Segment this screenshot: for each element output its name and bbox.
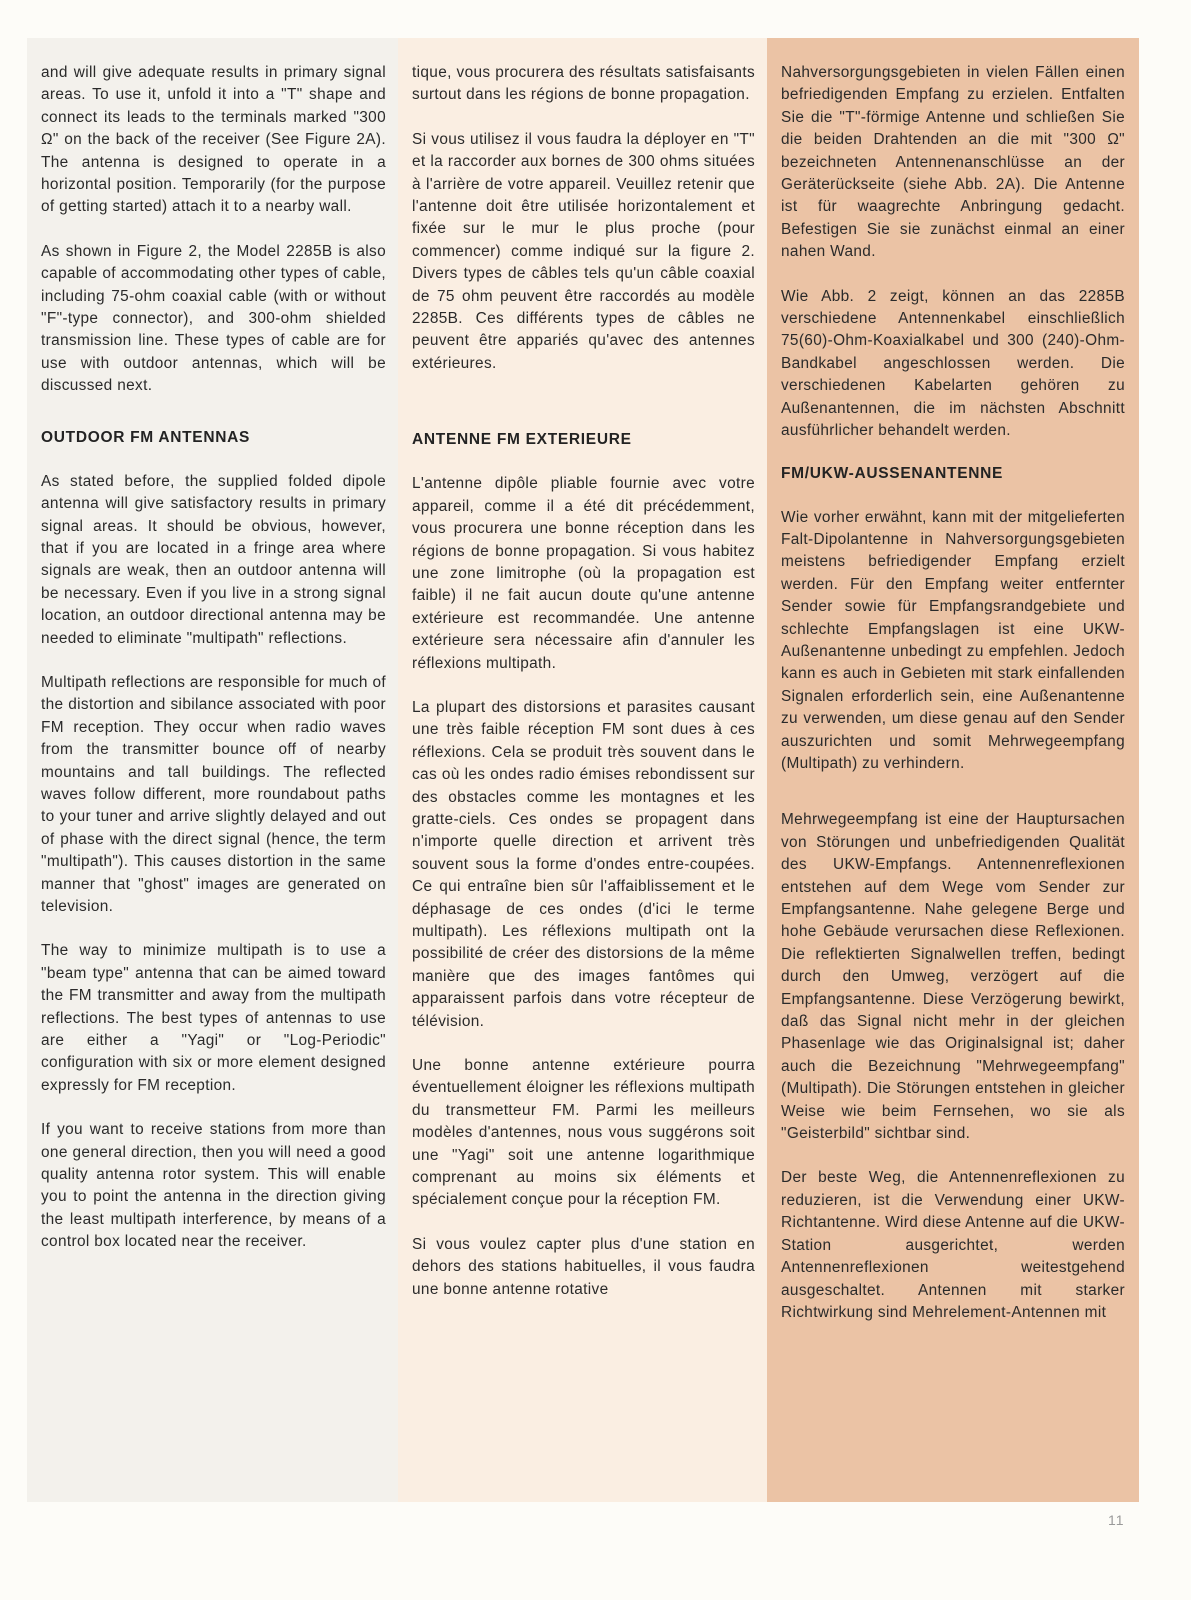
de-paragraph-1: Wie vorher erwähnt, kann mit der mitgelieferten Falt-Dipolantenne in Nahversorgungsgebieten meistens befriedigender Empfang erzielt werden. Für den Empfang weiter entfernter Sender sowie für Empfangsrandgebiete und schlechte Empfangslagen ist eine UKW-Außenantenne unbedingt zu empfehlen. Jedoch kann es auch in Gebieten mit stark einfallenden Signalen erforderlich sein, eine Außenantenne zu verwenden, um diese genau auf den Sender auszurichten und somit Mehrwegeempfang (Multipath) zu verhindern. (781, 508, 1125, 772)
fr-paragraph-intro-1: tique, vous procurera des résultats satisfaisants surtout dans les régions de bonne propagation. (412, 64, 755, 104)
german-column (767, 38, 1139, 1502)
de-section-heading: FM/UKW-AUSSENANTENNE (781, 464, 1004, 482)
en-section-heading: OUTDOOR FM ANTENNAS (41, 428, 251, 446)
fr-paragraph-1: L'antenne dipôle pliable fournie avec votre appareil, comme il a été dit précédemment, vous procurera une bonne réception dans les régions de bonne propagation. Si vous habitez une zone limitrophe (où la propagation est faible) il ne fait aucun doute qu'une antenne extérieure est recommandée. Une antenne extérieure sera nécessaire afin d'annuler les réflexions multipath. (412, 475, 755, 672)
de-paragraph-2: Mehrwegeempfang ist eine der Hauptursachen von Störungen und unbefriedigenden Qualität des UKW-Empfangs. Antennenreflexionen entstehen auf dem Wege vom Sender zur Empfangsantenne. Nahe gelegene Berge und hohe Gebäude verursachen diese Reflexionen. Die reflektierten Signalwellen treffen, bedingt durch den Umweg, verzögert auf die Empfangsantenne. Diese Verzögerung bewirkt, daß das Signal nicht mehr in der gleichen Phasenlage wie das Originalsignal ist; daher auch die Bezeichnung "Mehrwegeempfang" (Multipath). Die Störungen entstehen in gleicher Weise wie beim Fernsehen, wo sie als "Geisterbild" sichtbar sind. (781, 811, 1125, 1143)
english-column (27, 38, 400, 1502)
de-paragraph-intro-1: Nahversorgungsgebieten in vielen Fällen einen befriedigenden Empfang zu erzielen. Entfalten Sie die "T"-förmige Antenne und schließen Sie die beiden Drahtenden an die mit "300 Ω" bezeichneten Antennenanschlüsse an der Geräterückseite (siehe Abb. 2A). Die Antenne ist für waagrechte Anbringung gedacht. Befestigen Sie sie zunächst einmal an einer nahen Wand. (781, 64, 1125, 261)
en-paragraph-intro-2: As shown in Figure 2, the Model 2285B is also capable of accommodating other types of cable, including 75-ohm coaxial cable (with or without "F"-type connector), and 300-ohm shielded transmission line. These types of cable are for use with outdoor antennas, which will be discussed next. (41, 242, 386, 395)
page-number: 11 (1108, 1512, 1125, 1528)
de-paragraph-intro-2: Wie Abb. 2 zeigt, können an das 2285B verschiedene Antennenkabel einschließlich 75(60)-Ohm-Koaxialkabel und 300 (240)-Ohm-Bandkabel angeschlossen werden. Die verschiedenen Kabelarten gehören zu Außenantennen, die im nächsten Abschnitt ausführlicher behandelt werden. (781, 287, 1125, 440)
en-paragraph-intro-1: and will give adequate results in primary signal areas. To use it, unfold it into a "T" shape and connect its leads to the terminals marked "300 Ω" on the back of the receiver (See Figure 2A). The antenna is designed to operate in a horizontal position. Temporarily (for the purpose of getting started) attach it to a nearby wall. (41, 64, 386, 216)
fr-paragraph-3: Une bonne antenne extérieure pourra éventuellement éloigner les réflexions multipath du transmetteur FM. Parmi les meilleurs modèles d'antennes, nous vous suggérons soit une "Yagi" soit une antenne logarithmique comprenant au moins six éléments et spécialement conçue pour la réception FM. (412, 1057, 755, 1209)
fr-paragraph-4: Si vous voulez capter plus d'une station en dehors des stations habituelles, il vous faudra une bonne antenne rotative (412, 1235, 755, 1298)
de-paragraph-3: Der beste Weg, die Antennenreflexionen zu reduzieren, ist die Verwendung einer UKW-Richtantenne. Wird diese Antenne auf die UKW-Station ausgerichtet, werden Antennenreflexionen weitestgehend ausgeschaltet. Antennen mit starker Richtwirkung sind Mehrelement-Antennen mit (781, 1169, 1125, 1321)
fr-paragraph-2: La plupart des distorsions et parasites causant une très faible réception FM sont dues à ces réflexions. Cela se produit très souvent dans le cas où les ondes radio émises rebondissent sur des obstacles comme les montagnes et les gratte-ciels. Ces ondes se propagent dans n'importe quelle direction et arrivent très souvent sous la forme d'ondes entre-coupées. Ce qui entraîne bien sûr l'affaiblissement et le déphasage de ces ondes (d'ici le terme multipath). Les réflexions multipath ont la possibilité de créer des distorsions de la même manière que des images fantômes qui apparaissent parfois dans votre récepteur de télévision. (412, 698, 755, 1030)
french-column (398, 38, 769, 1502)
en-paragraph-2: Multipath reflections are responsible for much of the distortion and sibilance associated with poor FM reception. They occur when radio waves from the transmitter bounce off of nearby mountains and tall buildings. The reflected waves follow different, more roundabout paths to your tuner and arrive slightly delayed and out of phase with the direct signal (hence, the term "multipath"). This causes distortion in the same manner that "ghost" images are generated on television. (41, 673, 386, 915)
fr-paragraph-intro-2: Si vous utilisez il vous faudra la déployer en "T" et la raccorder aux bornes de 300 ohms situées à l'arrière de votre appareil. Veuillez retenir que l'antenne doit être utilisée horizontalement et fixée sur le mur le plus proche (pour commencer) comme indiqué sur la figure 2. Divers types de câbles tels qu'un câble coaxial de 75 ohm peuvent être raccordés au modèle 2285B. Ces différents types de câbles ne peuvent être appariés qu'avec des antennes extérieures. (412, 130, 755, 372)
fr-section-heading: ANTENNE FM EXTERIEURE (412, 431, 632, 449)
en-paragraph-4: If you want to receive stations from more than one general direction, then you will need a good quality antenna rotor system. This will enable you to point the antenna in the direction giving the least multipath interference, by means of a control box located near the receiver. (41, 1121, 386, 1251)
en-paragraph-1: As stated before, the supplied folded dipole antenna will give satisfactory results in primary signal areas. It should be obvious, however, that if you are located in a fringe area where signals are weak, then an outdoor antenna will be necessary. Even if you live in a strong signal location, an outdoor directional antenna may be needed to eliminate "multipath" reflections. (41, 472, 386, 647)
en-paragraph-3: The way to minimize multipath is to use a "beam type" antenna that can be aimed toward the FM transmitter and away from the multipath reflections. The best types of antennas to use are either a "Yagi" or "Log-Periodic" configuration with six or more element designed expressly for FM reception. (41, 942, 386, 1094)
